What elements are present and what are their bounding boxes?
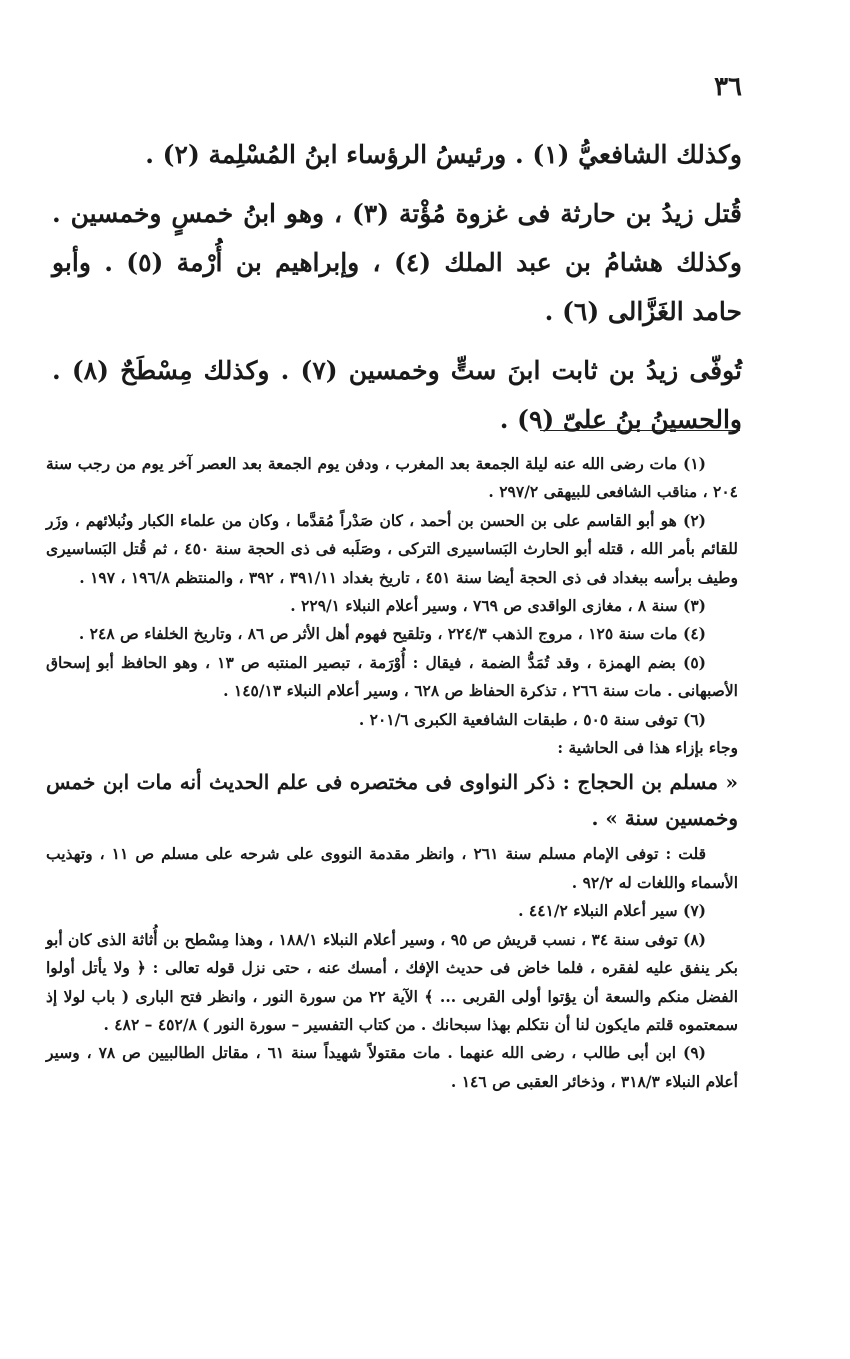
main-text: [52, 130, 742, 454]
footnote-8: (٨) توفى سنة ٣٤ ، نسب قريش ص ٩٥ ، وسير أعلام النبلاء ١٨٨/١ ، وهذا مِسْطح بن أُثاثة الذى كان أبو بكر ينفق عليه لفقره ، فلما خاض فى حديث الإفك ، أمسك عنه ، حتى نزل قوله تعالى : ﴿ ولا يأتل أولوا الفضل منكم والسعة أن يؤتوا أولى القربى ... ﴾ الآية ٢٢ من سورة النور ، وانظر فتح البارى ( باب لولا إذ سمعتموه قلتم مايكون لنا أن نتكلم بهذا سبحانك . من كتاب التفسير – سورة النور ) ٤٥٢/٨ – ٤٨٢ .: [46, 929, 739, 1034]
footnote-divider: [540, 430, 740, 431]
main-paragraph-3: تُوفّى زيدُ بن ثابت ابنَ ستٍّ وخمسين (٧) . وكذلك مِسْطَحٌ (٨) . والحسينُ بنُ علىّ (٩) .: [52, 356, 742, 434]
footnote-7: (٧) سير أعلام النبلاء ٤٤١/٢ .: [518, 901, 706, 921]
footnote-1: (١) مات رضى الله عنه ليلة الجمعة بعد المغرب ، ودفن يوم الجمعة بعد العصر آخر يوم من رجب سنة ٢٠٤ ، مناقب الشافعى للبيهقى ٢٩٧/٢ .: [46, 454, 738, 502]
main-paragraph-1: وكذلك الشافعيُّ (١) . ورئيسُ الرؤساء ابنُ المُسْلِمة (٢) .: [145, 140, 742, 169]
main-paragraph-2: قُتل زيدُ بن حارثة فى غزوة مُؤْتة (٣) ، وهو ابنُ خمسٍ وخمسين . وكذلك هشامُ بن عبد الملك (٤) ، وإبراهيم بن أُرْمة (٥) . وأبو حامد الغَزَّالى (٦) .: [52, 199, 742, 326]
footnote-5: (٥) بضم الهمزة ، وقد تُمَدُّ الضمة ، فيقال : أُوْرَمة ، تبصير المنتبه ص ١٣ ، وهو الحافظ أبو إسحاق الأصبهانى . مات سنة ٢٦٦ ، تذكرة الحفاظ ص ٦٢٨ ، وسير أعلام النبلاء ١٤٥/١٣ .: [46, 652, 738, 701]
footnote-2: (٢) هو أبو القاسم على بن الحسن بن أحمد ، كان صَدْراً مُقدَّما ، وكان من علماء الكبار ونُبلائهم ، وزَر للقائم بأمر الله ، قتله أبو الحارث البَساسيرى التركى ، وصَلَبه فى ذى الحجة سنة ٤٥٠ ، ثم قُتل البَساسيرى وطيف برأسه ببغداد فى ذى الحجة أيضا سنة ٤٥١ ، تاريخ بغداد ٣٩١/١١ ، ٣٩٢ ، والمنتظم ١٩٦/٨ ، ١٩٧ .: [46, 510, 738, 587]
footnote-9: (٩) ابن أبى طالب ، رضى الله عنهما . مات مقتولاً شهيداً سنة ٦١ ، مقاتل الطالبيين ص ٧٨ ، وسير أعلام النبلاء ٣١٨/٣ ، وذخائر العقبى ص ١٤٦ .: [46, 1043, 738, 1091]
footnotes: [46, 450, 738, 1096]
footnote-6-margin-note: وجاء بإزاء هذا فى الحاشية :: [557, 738, 738, 758]
footnote-6: (٦) توفى سنة ٥٠٥ ، طبقات الشافعية الكبرى ٢٠١/٦ .: [358, 709, 706, 729]
footnote-6-comment: قلت : توفى الإمام مسلم سنة ٢٦١ ، وانظر مقدمة النووى على شرحه على مسلم ص ١١ ، وتهذيب الأسماء واللغات له ٩٢/٢ .: [46, 844, 738, 892]
footnote-4: (٤) مات سنة ١٢٥ ، مروج الذهب ٢٢٤/٣ ، وتلقيح فهوم أهل الأثر ص ٨٦ ، وتاريخ الخلفاء ص ٢٤٨ .: [78, 624, 706, 644]
footnote-3: (٣) سنة ٨ ، مغازى الواقدى ص ٧٦٩ ، وسير أعلام النبلاء ٢٢٩/١ .: [290, 596, 706, 616]
footnote-6-quote: « مسلم بن الحجاج : ذكر النواوى فى مختصره فى علم الحديث أنه مات ابن خمس وخمسين سنة » .: [46, 770, 738, 831]
page-number: ٣٦: [714, 72, 742, 102]
